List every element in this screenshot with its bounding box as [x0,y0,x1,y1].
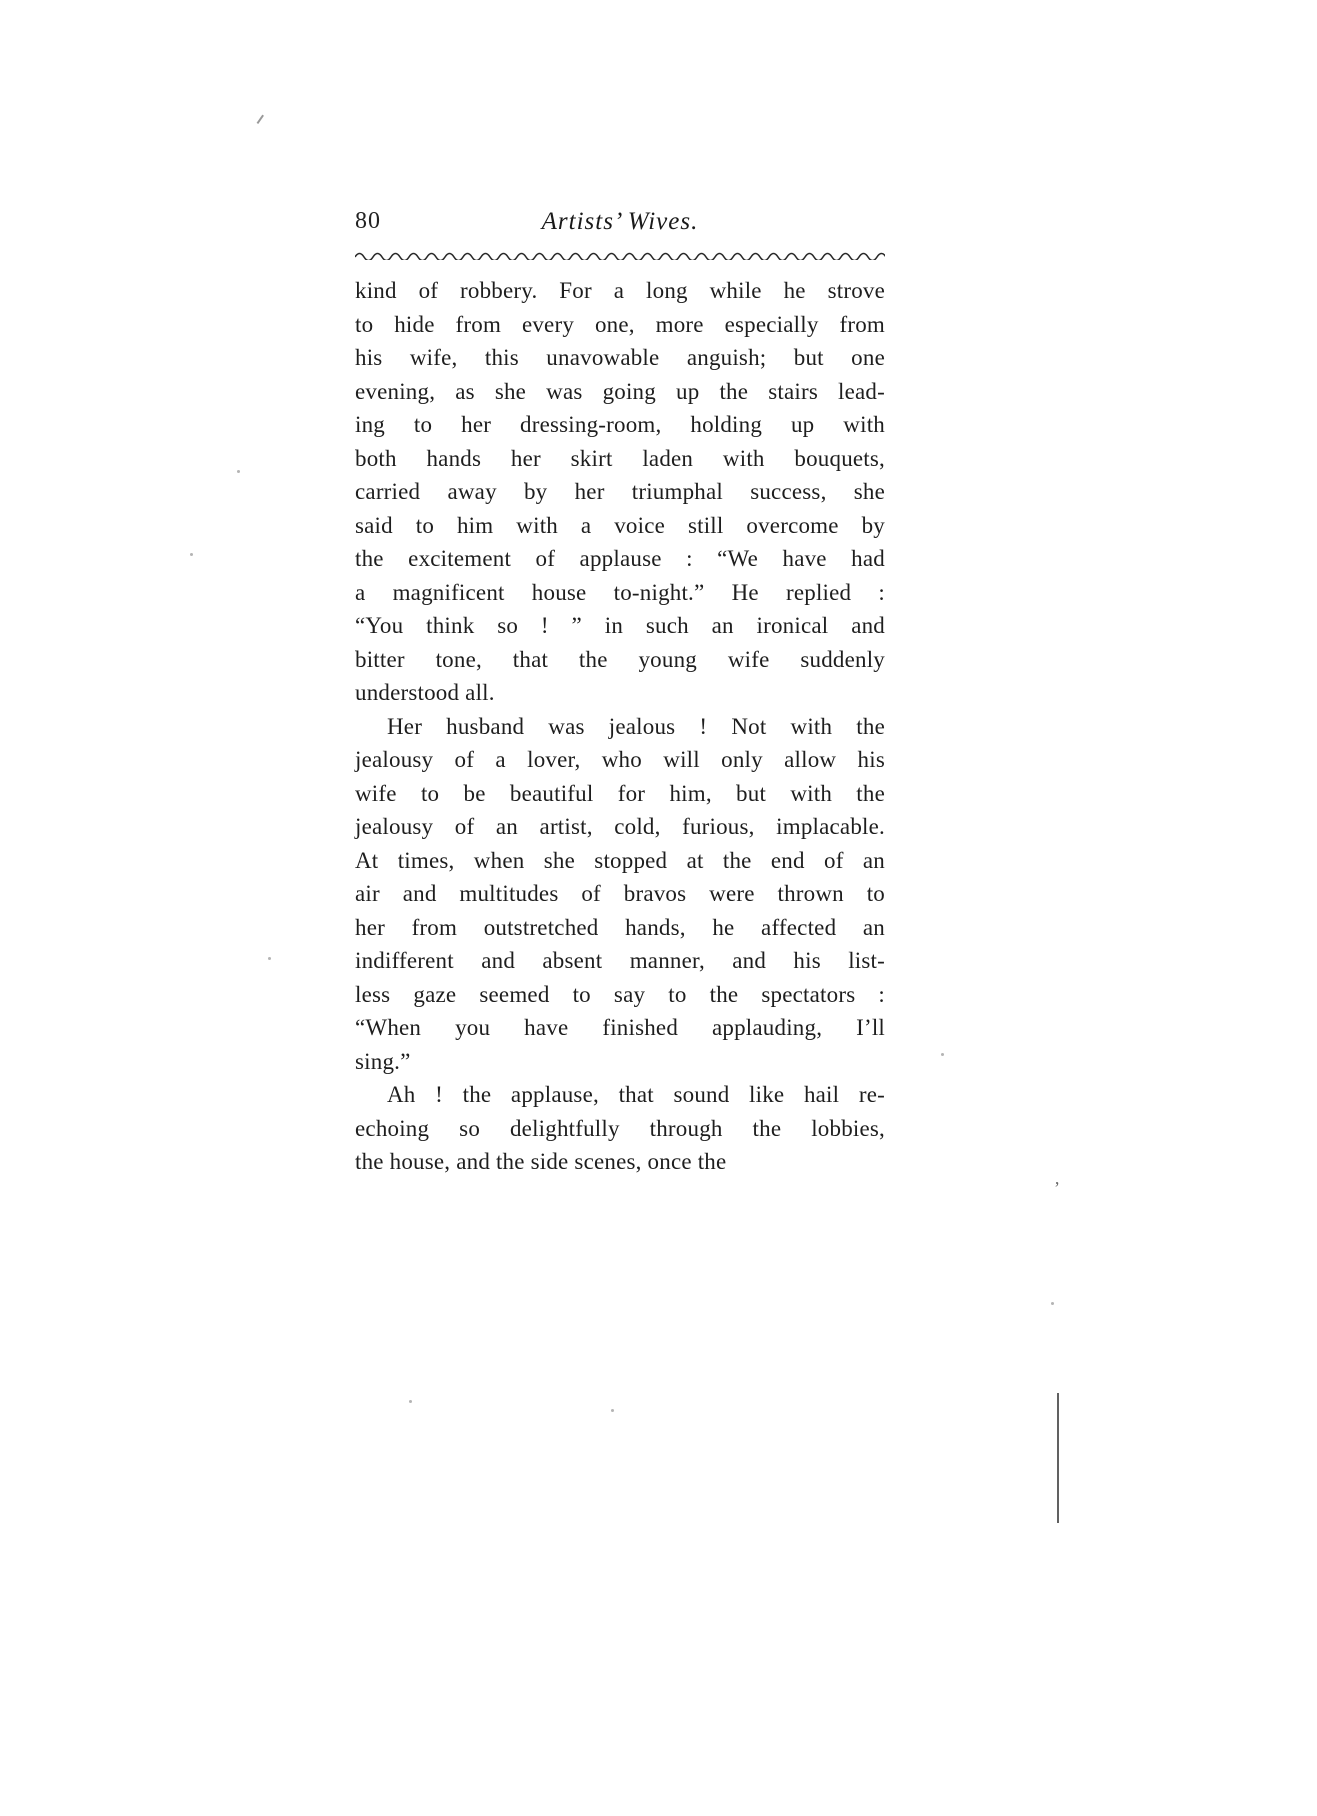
scan-artifact [409,1400,412,1403]
text-line: indifferent and absent manner, and his list- [355,948,885,973]
text-column [355,208,885,1179]
text-line: ing to her dressing-room, holding up with [355,412,885,437]
scan-artifact [237,470,240,473]
text-line: “You think so ! ” in such an ironical and [355,613,885,638]
scan-artifact [250,110,264,124]
paragraph [355,274,885,710]
text-line: a magnificent house to-night.” He replied : [355,579,885,605]
text-line: both hands her skirt laden with bouquets, [355,445,885,471]
scan-artifact [268,957,271,960]
scan-artifact: ’ [1054,1178,1060,1198]
text-line: Ah ! the applause, that sound like hail re- [387,1082,885,1107]
text-line: At times, when she stopped at the end of an [355,847,885,873]
text-line: carried away by her triumphal success, she [355,479,885,504]
text-line: kind of robbery. For a long while he strove [355,278,885,303]
text-line: air and multitudes of bravos were thrown to [355,881,885,906]
text-line: echoing so delightfully through the lobbies, [355,1115,885,1141]
scan-artifact [190,553,193,556]
text-line: bitter tone, that the young wife suddenly [355,646,885,672]
text-line: his wife, this unavowable anguish; but one [355,345,885,370]
text-line: Her husband was jealous ! Not with the [387,713,885,739]
scan-artifact [1051,1302,1054,1305]
text-line: sing.” [355,1048,411,1074]
text-line: “When you have finished applauding, I’ll [355,1015,885,1040]
page-header [355,208,885,246]
scan-artifact [1057,1393,1059,1523]
paragraph [355,710,885,1079]
text-line: jealousy of an artist, cold, furious, implacable. [355,814,885,839]
text-line: jealousy of a lover, who will only allow his [355,747,885,772]
text-line: to hide from every one, more especially from [355,311,885,337]
text-line: wife to be beautiful for him, but with the [355,780,885,806]
text-line: the excitement of applause : “We have had [355,546,885,571]
text-line: her from outstretched hands, he affected an [355,914,885,940]
text-line: less gaze seemed to say to the spectators : [355,981,885,1007]
scan-artifact [941,1053,944,1056]
text-line: the house, and the side scenes, once the [355,1149,727,1174]
text-line: evening, as she was going up the stairs lead- [355,378,885,404]
running-title: Artists’ Wives. [541,208,699,235]
text-line: understood all. [355,680,495,705]
wavy-divider-icon [355,250,885,260]
text-line: said to him with a voice still overcome by [355,512,885,538]
scan-artifact [611,1409,614,1412]
body-text [355,274,885,1179]
page-number: 80 [355,208,381,234]
paragraph [355,1078,885,1179]
